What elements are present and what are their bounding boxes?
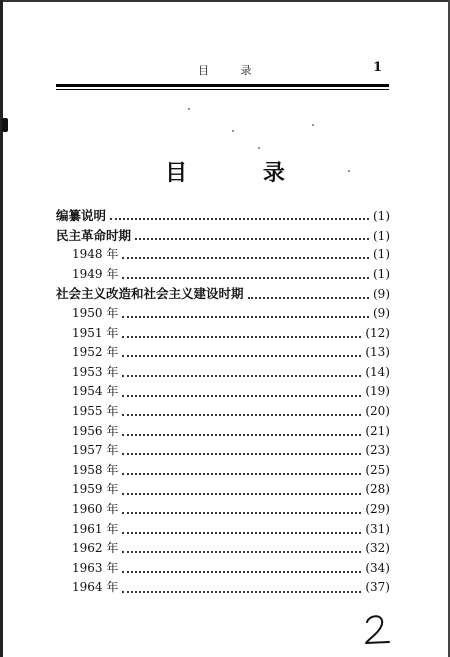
toc-dot-leader xyxy=(122,354,361,357)
toc-entry-label: 1955 年 xyxy=(72,403,119,418)
toc-entry-label: 1948 年 xyxy=(72,247,119,262)
toc-dot-leader xyxy=(122,276,369,279)
toc-entry-label: 1963 年 xyxy=(72,560,119,575)
toc-entry-label: 1954 年 xyxy=(72,384,119,399)
toc-dot-leader xyxy=(122,394,361,397)
toc-entry-page: (34) xyxy=(365,560,390,575)
toc-entry xyxy=(56,284,390,304)
toc-entry-label: 1956 年 xyxy=(72,423,119,438)
toc-dot-leader xyxy=(135,237,369,240)
header-rule-thin xyxy=(56,89,389,90)
toc-entry xyxy=(56,559,390,579)
toc-entry-page: (31) xyxy=(365,521,390,536)
toc-entry-page: (37) xyxy=(365,580,390,595)
toc-dot-leader xyxy=(122,492,361,495)
toc-entry xyxy=(56,520,390,540)
toc-entry-label: 1959 年 xyxy=(72,482,119,497)
toc-entry-page: (1) xyxy=(373,266,390,281)
toc-entry-page: (19) xyxy=(365,384,390,399)
table-of-contents xyxy=(56,206,390,598)
toc-entry-label: 1964 年 xyxy=(72,580,119,595)
toc-entry xyxy=(56,441,390,461)
toc-entry xyxy=(56,382,390,402)
scan-speck xyxy=(232,130,234,132)
toc-dot-leader xyxy=(122,335,361,338)
toc-dot-leader xyxy=(122,413,361,416)
scan-speck xyxy=(312,124,314,126)
toc-dot-leader xyxy=(122,256,369,259)
toc-dot-leader xyxy=(122,315,369,318)
toc-entry xyxy=(56,480,390,500)
toc-entry-label: 1951 年 xyxy=(72,325,119,340)
toc-entry-label: 1957 年 xyxy=(72,443,119,458)
toc-dot-leader xyxy=(122,452,361,455)
toc-dot-leader xyxy=(122,374,361,377)
toc-entry-page: (28) xyxy=(365,482,390,497)
toc-entry-page: (12) xyxy=(365,325,390,340)
toc-entry xyxy=(56,578,390,598)
toc-dot-leader xyxy=(122,511,361,514)
toc-entry-label: 1950 年 xyxy=(72,305,119,320)
scan-blot xyxy=(2,118,8,132)
scan-speck xyxy=(258,147,260,149)
scan-speck xyxy=(188,108,190,110)
toc-entry xyxy=(56,206,390,226)
toc-entry xyxy=(56,422,390,442)
toc-entry xyxy=(56,226,390,246)
toc-entry-page: (1) xyxy=(373,247,390,262)
toc-entry-label: 1961 年 xyxy=(72,521,119,536)
toc-entry-page: (32) xyxy=(365,541,390,556)
toc-dot-leader xyxy=(122,590,361,593)
toc-entry xyxy=(56,343,390,363)
toc-entry-page: (20) xyxy=(365,403,390,418)
handwritten-mark xyxy=(362,612,392,646)
toc-entry xyxy=(56,324,390,344)
toc-entry-page: (23) xyxy=(365,443,390,458)
toc-entry-label: 1952 年 xyxy=(72,345,119,360)
toc-entry-page: (13) xyxy=(365,345,390,360)
toc-entry-label: 编纂说明 xyxy=(56,208,107,223)
toc-dot-leader xyxy=(110,217,369,220)
toc-dot-leader xyxy=(248,296,369,299)
toc-entry-page: (29) xyxy=(365,501,390,516)
toc-entry-page: (1) xyxy=(373,209,390,223)
toc-entry-page: (9) xyxy=(373,305,390,320)
toc-dot-leader xyxy=(122,570,361,573)
scan-edge-top xyxy=(0,0,450,2)
scan-edge-left xyxy=(0,0,3,657)
page-title: 目 录 xyxy=(165,160,319,186)
toc-dot-leader xyxy=(122,433,361,436)
toc-dot-leader xyxy=(122,472,361,475)
toc-entry xyxy=(56,363,390,383)
toc-entry-label: 民主革命时期 xyxy=(56,227,132,243)
toc-entry-label: 1962 年 xyxy=(72,541,119,556)
toc-entry xyxy=(56,304,390,324)
toc-entry-page: (21) xyxy=(365,423,390,438)
scan-speck xyxy=(348,170,350,172)
toc-entry-page: (1) xyxy=(373,228,390,243)
toc-entry xyxy=(56,265,390,285)
toc-dot-leader xyxy=(122,531,361,534)
toc-entry-page: (25) xyxy=(365,462,390,477)
toc-entry xyxy=(56,461,390,481)
toc-entry-label: 1953 年 xyxy=(72,364,119,379)
toc-entry xyxy=(56,402,390,422)
toc-entry-label: 1958 年 xyxy=(72,462,119,477)
toc-dot-leader xyxy=(122,550,361,553)
toc-entry-label: 1949 年 xyxy=(72,266,119,281)
running-header-page-number: 1 xyxy=(372,60,382,75)
running-header xyxy=(58,62,388,80)
toc-entry-page: (9) xyxy=(373,287,390,302)
toc-entry-label: 1960 年 xyxy=(72,501,119,516)
header-rule-thick xyxy=(56,84,389,87)
toc-entry-page: (14) xyxy=(365,364,390,379)
running-header-title: 目 录 xyxy=(198,64,266,77)
toc-entry xyxy=(56,500,390,520)
toc-entry xyxy=(56,539,390,559)
toc-entry xyxy=(56,245,390,265)
toc-entry-label: 社会主义改造和社会主义建设时期 xyxy=(56,286,244,302)
